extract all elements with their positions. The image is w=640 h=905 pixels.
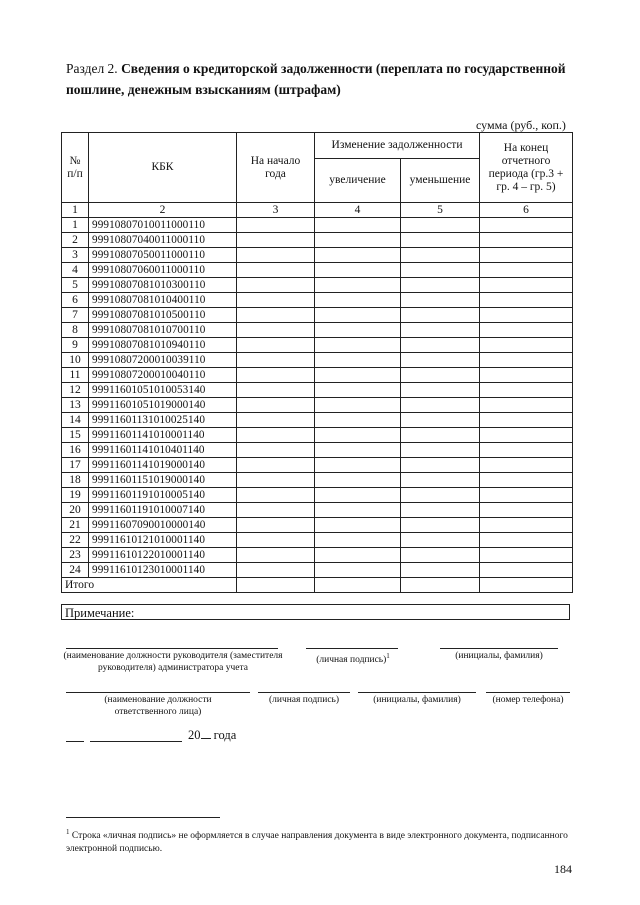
- row-value-cell: [401, 398, 480, 413]
- row-value-cell: [237, 338, 315, 353]
- row-number: 1: [62, 218, 89, 233]
- footnote-ref: 1: [386, 652, 390, 660]
- row-value-cell: [315, 233, 401, 248]
- row-value-cell: [237, 383, 315, 398]
- row-value-cell: [480, 248, 573, 263]
- table-row: [62, 503, 573, 518]
- header-increase: увеличение: [315, 159, 401, 203]
- row-value-cell: [401, 218, 480, 233]
- date-suffix: года: [213, 728, 237, 742]
- table-row: [62, 428, 573, 443]
- row-value-cell: [315, 458, 401, 473]
- row-number: 13: [62, 398, 89, 413]
- footnote-mark: 1: [66, 828, 70, 836]
- row-value-cell: [480, 293, 573, 308]
- table-body: [62, 218, 573, 578]
- row-value-cell: [315, 368, 401, 383]
- table-row: [62, 218, 573, 233]
- row-value-cell: [401, 338, 480, 353]
- total-cell: [237, 578, 315, 593]
- row-value-cell: [401, 383, 480, 398]
- row-value-cell: [315, 353, 401, 368]
- row-number: 9: [62, 338, 89, 353]
- row-value-cell: [237, 488, 315, 503]
- row-value-cell: [315, 563, 401, 578]
- row-value-cell: [401, 518, 480, 533]
- row-value-cell: [237, 368, 315, 383]
- header-start: На начало года: [237, 133, 315, 203]
- row-value-cell: [315, 323, 401, 338]
- header-decrease: уменьшение: [401, 159, 480, 203]
- row-kbk: 99911601051019000140: [89, 398, 237, 413]
- table-row: [62, 548, 573, 563]
- row-number: 6: [62, 293, 89, 308]
- row-value-cell: [315, 413, 401, 428]
- table-row: [62, 278, 573, 293]
- row-value-cell: [480, 503, 573, 518]
- row-value-cell: [480, 518, 573, 533]
- row-kbk: 99911610121010001140: [89, 533, 237, 548]
- row-value-cell: [237, 443, 315, 458]
- row-number: 3: [62, 248, 89, 263]
- table-row: [62, 323, 573, 338]
- row-value-cell: [237, 323, 315, 338]
- row-number: 23: [62, 548, 89, 563]
- section-title: [66, 58, 576, 100]
- row-value-cell: [315, 428, 401, 443]
- row-kbk: 99911607090010000140: [89, 518, 237, 533]
- phone-line: [486, 692, 570, 693]
- table-row: [62, 533, 573, 548]
- header-change: Изменение задолженности: [315, 133, 480, 159]
- row-value-cell: [237, 233, 315, 248]
- row-value-cell: [480, 368, 573, 383]
- caption-signature-text: (личная подпись): [316, 655, 387, 666]
- col-number: 4: [315, 203, 401, 218]
- row-value-cell: [315, 548, 401, 563]
- row-value-cell: [480, 533, 573, 548]
- table-row: [62, 413, 573, 428]
- row-number: 15: [62, 428, 89, 443]
- row-value-cell: [237, 458, 315, 473]
- row-value-cell: [480, 278, 573, 293]
- row-kbk: 99911601141010001140: [89, 428, 237, 443]
- row-value-cell: [237, 548, 315, 563]
- row-value-cell: [237, 503, 315, 518]
- col-number: 5: [401, 203, 480, 218]
- row-value-cell: [401, 428, 480, 443]
- row-number: 2: [62, 233, 89, 248]
- row-kbk: 99910807081010700110: [89, 323, 237, 338]
- row-kbk: 99910807010011000110: [89, 218, 237, 233]
- header-num: № п/п: [62, 133, 89, 203]
- row-number: 24: [62, 563, 89, 578]
- row-value-cell: [315, 293, 401, 308]
- row-number: 17: [62, 458, 89, 473]
- row-value-cell: [480, 323, 573, 338]
- date-year-prefix: 20: [188, 728, 201, 742]
- row-value-cell: [480, 413, 573, 428]
- total-label: Итого: [62, 578, 237, 593]
- row-value-cell: [480, 563, 573, 578]
- header-kbk: КБК: [89, 133, 237, 203]
- row-value-cell: [315, 503, 401, 518]
- table-row: [62, 458, 573, 473]
- row-number: 10: [62, 353, 89, 368]
- row-value-cell: [237, 473, 315, 488]
- row-value-cell: [480, 338, 573, 353]
- row-value-cell: [315, 443, 401, 458]
- row-number: 20: [62, 503, 89, 518]
- section-title-bold: Сведения о кредиторской задолженности (переплата по государственной пошлине, денежным взысканиям (штрафам): [66, 61, 566, 97]
- note-box: [61, 604, 570, 620]
- row-number: 19: [62, 488, 89, 503]
- row-value-cell: [401, 323, 480, 338]
- table-row: [62, 233, 573, 248]
- row-value-cell: [237, 218, 315, 233]
- row-kbk: 99910807081010500110: [89, 308, 237, 323]
- row-value-cell: [237, 518, 315, 533]
- date-year: [188, 728, 236, 743]
- col-number: 2: [89, 203, 237, 218]
- row-number: 11: [62, 368, 89, 383]
- row-value-cell: [480, 308, 573, 323]
- row-value-cell: [401, 293, 480, 308]
- row-kbk: 99911601131010025140: [89, 413, 237, 428]
- name-line: [440, 648, 558, 649]
- row-value-cell: [401, 443, 480, 458]
- row-value-cell: [237, 563, 315, 578]
- row-kbk: 99910807081010940110: [89, 338, 237, 353]
- row-value-cell: [401, 488, 480, 503]
- signature-line: [306, 648, 398, 649]
- row-value-cell: [315, 338, 401, 353]
- row-kbk: 99910807200010039110: [89, 353, 237, 368]
- row-value-cell: [480, 398, 573, 413]
- row-value-cell: [315, 278, 401, 293]
- row-kbk: 99911601191010007140: [89, 503, 237, 518]
- unit-label: сумма (руб., коп.): [476, 118, 566, 132]
- table-row: [62, 473, 573, 488]
- row-value-cell: [480, 428, 573, 443]
- row-number: 22: [62, 533, 89, 548]
- row-value-cell: [237, 428, 315, 443]
- table-row: [62, 398, 573, 413]
- row-value-cell: [401, 308, 480, 323]
- row-number: 12: [62, 383, 89, 398]
- row-value-cell: [480, 218, 573, 233]
- footnote-text: Строка «личная подпись» не оформляется в случае направления документа в виде электронного документа, подписанного электронной подписью.: [66, 831, 568, 855]
- row-value-cell: [401, 413, 480, 428]
- table-row: [62, 563, 573, 578]
- row-value-cell: [480, 443, 573, 458]
- row-value-cell: [401, 353, 480, 368]
- footnote-separator: [66, 817, 220, 818]
- caption-position-resp: (наименование должности ответственного лица): [104, 695, 212, 717]
- row-value-cell: [480, 473, 573, 488]
- row-kbk: 99910807040011000110: [89, 233, 237, 248]
- row-kbk: 99911601141010401140: [89, 443, 237, 458]
- row-value-cell: [480, 233, 573, 248]
- caption-signature: (личная подпись): [268, 695, 340, 705]
- caption-name: (инициалы, фамилия): [373, 695, 461, 705]
- row-value-cell: [237, 533, 315, 548]
- table-row: [62, 368, 573, 383]
- row-value-cell: [401, 533, 480, 548]
- row-value-cell: [315, 383, 401, 398]
- column-number-row: [62, 203, 573, 218]
- row-kbk: 99911610122010001140: [89, 548, 237, 563]
- page-number: 184: [554, 862, 572, 876]
- row-value-cell: [315, 263, 401, 278]
- row-value-cell: [401, 458, 480, 473]
- date-month-line: [90, 741, 182, 742]
- row-value-cell: [315, 218, 401, 233]
- total-cell: [401, 578, 480, 593]
- row-value-cell: [237, 263, 315, 278]
- caption-signature: [300, 650, 406, 666]
- name-line: [358, 692, 476, 693]
- row-value-cell: [401, 503, 480, 518]
- position-line: [66, 648, 278, 649]
- row-number: 16: [62, 443, 89, 458]
- total-cell: [480, 578, 573, 593]
- table-row: [62, 488, 573, 503]
- row-value-cell: [401, 563, 480, 578]
- row-value-cell: [315, 533, 401, 548]
- row-kbk: 99910807200010040110: [89, 368, 237, 383]
- note-label: Примечание:: [65, 606, 135, 620]
- row-number: 18: [62, 473, 89, 488]
- date-day-line: [66, 741, 84, 742]
- footnote: [66, 826, 578, 856]
- row-value-cell: [237, 413, 315, 428]
- row-kbk: 99911601051010053140: [89, 383, 237, 398]
- debt-table: [61, 132, 573, 593]
- row-number: 7: [62, 308, 89, 323]
- total-cell: [315, 578, 401, 593]
- row-kbk: 99911601191010005140: [89, 488, 237, 503]
- table-row: [62, 308, 573, 323]
- row-number: 21: [62, 518, 89, 533]
- row-value-cell: [237, 353, 315, 368]
- row-value-cell: [315, 518, 401, 533]
- col-number: 6: [480, 203, 573, 218]
- row-value-cell: [401, 368, 480, 383]
- row-value-cell: [401, 278, 480, 293]
- row-kbk: 99910807060011000110: [89, 263, 237, 278]
- table-row: [62, 293, 573, 308]
- row-value-cell: [480, 548, 573, 563]
- row-kbk: 99911601141019000140: [89, 458, 237, 473]
- row-value-cell: [315, 398, 401, 413]
- row-number: 14: [62, 413, 89, 428]
- row-value-cell: [480, 488, 573, 503]
- section-title-prefix: Раздел 2.: [66, 61, 122, 76]
- position-line: [66, 692, 250, 693]
- row-value-cell: [480, 458, 573, 473]
- row-value-cell: [237, 248, 315, 263]
- row-value-cell: [315, 488, 401, 503]
- row-kbk: 99910807081010300110: [89, 278, 237, 293]
- row-number: 8: [62, 323, 89, 338]
- row-value-cell: [401, 548, 480, 563]
- table-row: [62, 353, 573, 368]
- row-value-cell: [480, 353, 573, 368]
- row-value-cell: [401, 233, 480, 248]
- row-kbk: 99910807081010400110: [89, 293, 237, 308]
- date-year-blank: [201, 728, 211, 739]
- row-value-cell: [401, 263, 480, 278]
- caption-phone: (номер телефона): [492, 695, 564, 705]
- total-row: [62, 578, 573, 593]
- row-value-cell: [315, 248, 401, 263]
- row-value-cell: [401, 248, 480, 263]
- row-value-cell: [315, 473, 401, 488]
- caption-name: (инициалы, фамилия): [455, 651, 543, 661]
- row-kbk: 99911610123010001140: [89, 563, 237, 578]
- row-kbk: 99910807050011000110: [89, 248, 237, 263]
- row-value-cell: [237, 278, 315, 293]
- table-row: [62, 518, 573, 533]
- row-value-cell: [237, 308, 315, 323]
- table-row: [62, 443, 573, 458]
- row-number: 4: [62, 263, 89, 278]
- row-value-cell: [480, 263, 573, 278]
- col-number: 3: [237, 203, 315, 218]
- row-value-cell: [237, 293, 315, 308]
- table-row: [62, 248, 573, 263]
- table-row: [62, 263, 573, 278]
- table-row: [62, 383, 573, 398]
- row-value-cell: [480, 383, 573, 398]
- row-value-cell: [401, 473, 480, 488]
- row-number: 5: [62, 278, 89, 293]
- header-end: На конец отчетного периода (гр.3 + гр. 4 – гр. 5): [480, 133, 573, 203]
- row-kbk: 99911601151019000140: [89, 473, 237, 488]
- table-row: [62, 338, 573, 353]
- col-number: 1: [62, 203, 89, 218]
- caption-position-head: (наименование должности руководителя (заместителя руководителя) администратора учета: [63, 651, 283, 673]
- signature-line: [258, 692, 350, 693]
- row-value-cell: [237, 398, 315, 413]
- row-value-cell: [315, 308, 401, 323]
